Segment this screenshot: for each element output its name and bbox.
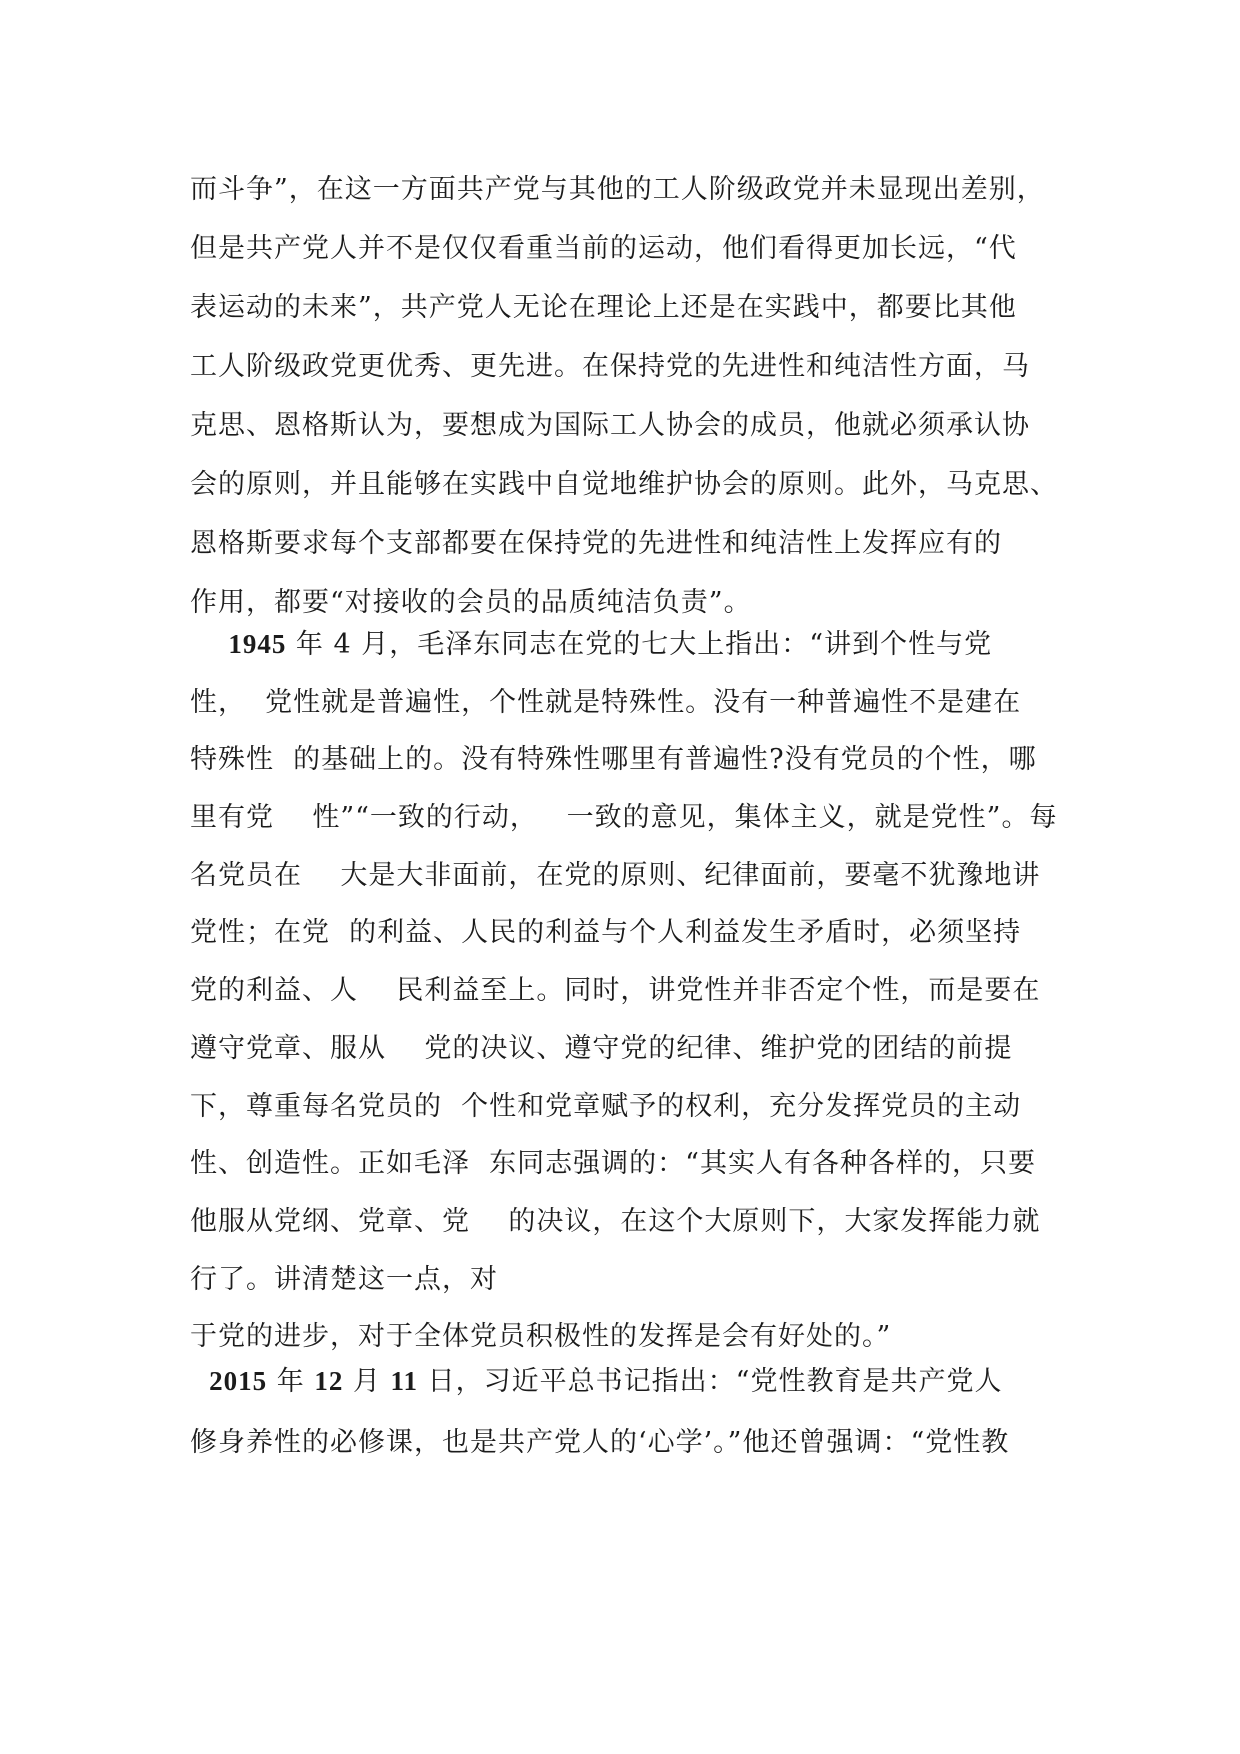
year-1945: 1945 xyxy=(228,629,287,659)
paragraph-mao-1945 xyxy=(190,616,1060,1366)
text-line: 修身养性的必修课，也是共产党人的‘心学’。”他还曾强调：“党性教 xyxy=(190,1427,1010,1458)
text-segment: 日，习近平总书记指出：“党性教育是共产党人 xyxy=(427,1366,1003,1397)
text-line: 他服从党纲、党章、党 的决议，在这个大原则下，大家发挥能力就 xyxy=(190,1205,1041,1237)
text-line: 下，尊重每名党员的 个性和党章赋予的权利，充分发挥党员的主动 xyxy=(190,1090,1022,1122)
text-line: 里有党 性”“一致的行动， 一致的意见，集体主义，就是党性”。每 xyxy=(190,802,1058,834)
text-line: 表运动的未来”，共产党人无论在理论上还是在实践中，都要比其他 xyxy=(190,292,1017,323)
text-line: 性， 党性就是普遍性，个性就是特殊性。没有一种普遍性不是建在 xyxy=(190,686,1022,718)
text-line: 克思、恩格斯认为，要想成为国际工人协会的成员，他就必须承认协 xyxy=(190,410,1030,441)
text-line: 名党员在 大是大非面前，在党的原则、纪律面前，要毫不犹豫地讲 xyxy=(190,859,1041,891)
day-11: 11 xyxy=(390,1366,419,1396)
text-line: 作用，都要“对接收的会员的品质纯洁负责”。 xyxy=(190,587,752,618)
text-line: 遵守党章、服从 党的决议、遵守党的纪律、维护党的团结的前提 xyxy=(190,1032,1013,1064)
text-line: 会的原则，并且能够在实践中自觉地维护协会的原则。此外，马克思、 xyxy=(190,469,1058,500)
text-line: 恩格斯要求每个支部都要在保持党的先进性和纯洁性上发挥应有的 xyxy=(190,528,1002,559)
text-line: 而斗争”，在这一方面共产党与其他的工人阶级政党并未显现出差别， xyxy=(190,174,1045,205)
paragraph-xi-2015 xyxy=(190,1350,1060,1474)
text-line: 工人阶级政党更优秀、更先进。在保持党的先进性和纯洁性方面，马 xyxy=(190,351,1030,382)
month-unit: 月 xyxy=(352,1366,381,1397)
paragraph-marx-engels xyxy=(190,160,1060,632)
month-12: 12 xyxy=(314,1366,344,1396)
text-line: 特殊性 的基础上的。没有特殊性哪里有普遍性?没有党员的个性，哪 xyxy=(190,744,1037,776)
text-line: 行了。讲清楚这一点，对 xyxy=(190,1263,498,1295)
text-line: 性、创造性。正如毛泽 东同志强调的：“其实人有各种各样的，只要 xyxy=(190,1148,1036,1180)
year-2015: 2015 xyxy=(209,1366,268,1396)
text-line-first xyxy=(190,1350,1060,1412)
text-line: 但是共产党人并不是仅仅看重当前的运动，他们看得更加长远，“代 xyxy=(190,233,1017,264)
text-line: 党的利益、人 民利益至上。同时，讲党性并非否定个性，而是要在 xyxy=(190,975,1041,1007)
text-line-first xyxy=(190,616,1060,674)
text-line: 于党的进步，对于全体党员积极性的发挥是会有好处的。” xyxy=(190,1321,892,1353)
year-unit: 年 xyxy=(276,1366,305,1397)
text-segment: 年 4 月，毛泽东同志在党的七大上指出：“讲到个性与党 xyxy=(286,629,993,660)
text-line: 党性；在党 的利益、人民的利益与个人利益发生矛盾时，必须坚持 xyxy=(190,917,1022,949)
